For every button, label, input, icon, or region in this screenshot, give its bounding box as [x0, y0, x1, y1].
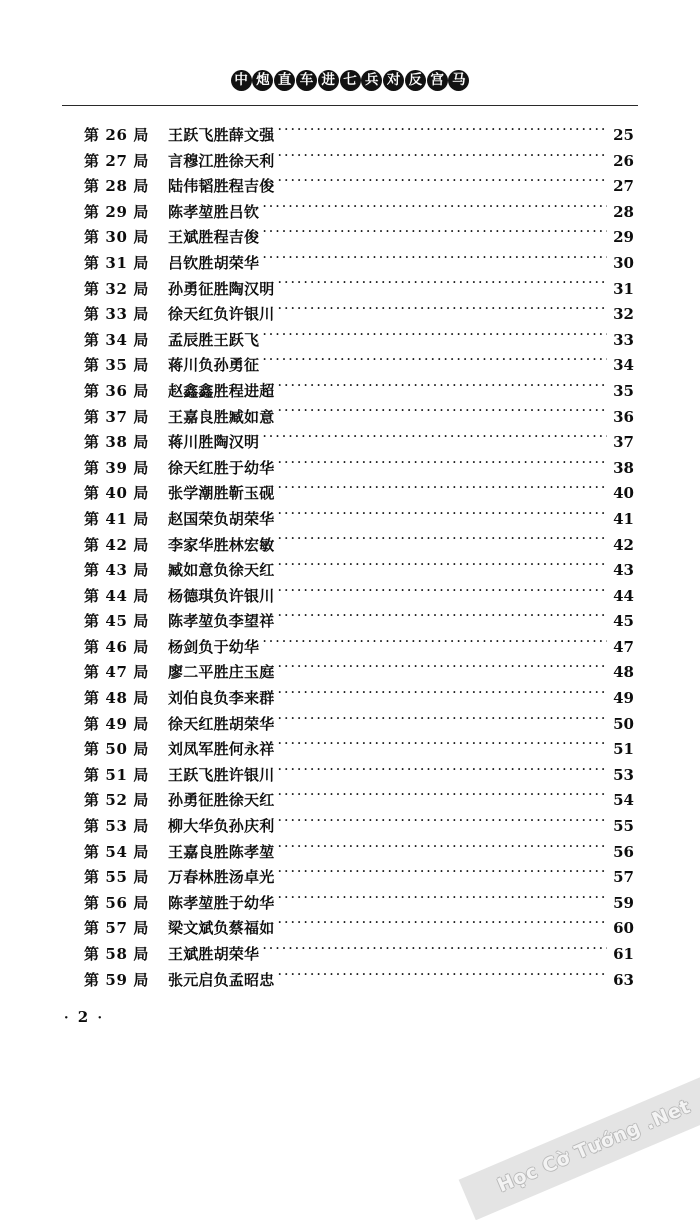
- toc-entry-title: 王嘉良胜陈孝堃: [168, 842, 275, 861]
- toc-entry-page: 34: [613, 356, 634, 375]
- toc-entry-number: 第 40 局: [84, 484, 149, 503]
- toc-entry-title: 刘凤军胜何永祥: [168, 740, 275, 759]
- toc-leader-dots: [277, 381, 607, 396]
- toc-leader-dots: [277, 662, 607, 677]
- toc-entry[interactable]: [84, 713, 634, 739]
- toc-leader-dots: [262, 432, 607, 447]
- toc-entry-number: 第 26 局: [84, 126, 149, 144]
- toc-entry-page: 30: [613, 253, 634, 272]
- toc-leader-dots: [277, 918, 607, 933]
- toc-entry[interactable]: [84, 815, 634, 841]
- toc-entry-page: 53: [613, 765, 634, 784]
- toc-entry-title: 王嘉良胜臧如意: [168, 407, 275, 426]
- toc-entry-number: 第 34 局: [84, 330, 149, 349]
- toc-entry-title: 赵鑫鑫胜程进超: [168, 381, 275, 400]
- toc-entry-title: 杨德琪负许银川: [168, 586, 275, 605]
- toc-entry[interactable]: [84, 789, 634, 815]
- toc-entry[interactable]: [84, 508, 634, 534]
- toc-entry[interactable]: [84, 278, 634, 304]
- toc-entry-title: 徐天红负许银川: [168, 305, 275, 324]
- toc-entry-page: 57: [613, 868, 634, 887]
- toc-entry-page: 60: [613, 919, 634, 938]
- toc-entry-number: 第 36 局: [84, 381, 149, 400]
- toc-entry-number: 第 39 局: [84, 458, 149, 477]
- toc-entry-number: 第 38 局: [84, 433, 149, 452]
- toc-entry-title: 李家华胜林宏敏: [168, 535, 275, 554]
- toc-entry-title: 廖二平胜庄玉庭: [168, 663, 275, 682]
- toc-entry-number: 第 35 局: [84, 356, 149, 375]
- toc-leader-dots: [277, 790, 607, 805]
- toc-entry-page: 32: [613, 305, 634, 324]
- toc-leader-dots: [262, 253, 607, 268]
- toc-entry-page: 51: [613, 740, 634, 759]
- toc-leader-dots: [277, 535, 607, 550]
- title-badge-3: 车: [296, 70, 317, 91]
- toc-entry-number: 第 49 局: [84, 714, 149, 733]
- toc-entry[interactable]: [84, 201, 634, 227]
- toc-entry[interactable]: [84, 329, 634, 355]
- toc-entry-page: 31: [613, 279, 634, 298]
- toc-entry-page: 49: [613, 689, 634, 708]
- toc-leader-dots: [277, 407, 607, 422]
- toc-leader-dots: [262, 637, 607, 652]
- toc-entry-number: 第 37 局: [84, 407, 149, 426]
- toc-entry[interactable]: [84, 917, 634, 943]
- site-watermark-banner: [459, 1062, 700, 1220]
- toc-entry-number: 第 57 局: [84, 919, 149, 938]
- toc-entry-page: 35: [613, 381, 634, 400]
- toc-entry[interactable]: [84, 610, 634, 636]
- toc-entry-title: 柳大华负孙庆利: [168, 817, 275, 836]
- toc-leader-dots: [277, 816, 607, 831]
- toc-entry-number: 第 50 局: [84, 740, 149, 759]
- folio-value: 2: [77, 1008, 91, 1026]
- toc-entry[interactable]: [84, 431, 634, 457]
- toc-entry[interactable]: [84, 175, 634, 201]
- toc-leader-dots: [262, 944, 607, 959]
- toc-entry-title: 赵国荣负胡荣华: [168, 509, 275, 528]
- title-badge-10: 马: [448, 70, 469, 91]
- toc-entry-number: 第 29 局: [84, 202, 149, 221]
- toc-entry-title: 梁文斌负蔡福如: [168, 919, 275, 938]
- table-of-contents: [84, 124, 634, 994]
- toc-entry[interactable]: [84, 969, 634, 995]
- toc-entry-title: 孙勇征胜陶汉明: [168, 279, 275, 298]
- title-badge-1: 炮: [252, 70, 273, 91]
- title-badge-9: 宫: [427, 70, 448, 91]
- toc-entry[interactable]: [84, 585, 634, 611]
- toc-entry-page: 48: [613, 663, 634, 682]
- toc-entry-number: 第 27 局: [84, 151, 149, 170]
- toc-entry[interactable]: [84, 226, 634, 252]
- toc-entry-title: 陆伟韬胜程吉俊: [168, 177, 275, 196]
- toc-entry-page: 36: [613, 407, 634, 426]
- title-badge-8: 反: [405, 70, 426, 91]
- toc-leader-dots: [262, 227, 607, 242]
- toc-entry-title: 蒋川负孙勇征: [168, 356, 260, 375]
- toc-entry[interactable]: [84, 943, 634, 969]
- toc-entry-number: 第 33 局: [84, 305, 149, 324]
- header-divider: [62, 105, 638, 106]
- toc-leader-dots: [277, 842, 607, 857]
- toc-entry-number: 第 44 局: [84, 586, 149, 605]
- toc-leader-dots: [277, 279, 607, 294]
- toc-entry-title: 言穆江胜徐天利: [168, 151, 275, 170]
- toc-entry-page: 59: [613, 893, 634, 912]
- toc-entry-number: 第 28 局: [84, 177, 149, 196]
- toc-leader-dots: [262, 355, 607, 370]
- toc-entry-page: 45: [613, 612, 634, 631]
- toc-entry[interactable]: [84, 124, 634, 150]
- title-badge-7: 对: [383, 70, 404, 91]
- toc-leader-dots: [277, 483, 607, 498]
- title-badge-5: 七: [340, 70, 361, 91]
- toc-entry-number: 第 48 局: [84, 689, 149, 708]
- toc-leader-dots: [277, 458, 607, 473]
- toc-entry-number: 第 30 局: [84, 228, 149, 247]
- toc-entry-title: 孟辰胜王跃飞: [168, 330, 260, 349]
- title-badge-4: 进: [318, 70, 339, 91]
- toc-entry[interactable]: [84, 150, 634, 176]
- toc-entry-title: 陈孝堃胜吕钦: [168, 202, 260, 221]
- toc-entry-title: 徐天红胜胡荣华: [168, 714, 275, 733]
- toc-entry[interactable]: [84, 380, 634, 406]
- toc-entry[interactable]: [84, 482, 634, 508]
- toc-entry[interactable]: [84, 252, 634, 278]
- toc-entry-title: 吕钦胜胡荣华: [168, 253, 260, 272]
- toc-entry-number: 第 46 局: [84, 637, 149, 656]
- toc-entry-page: 38: [613, 458, 634, 477]
- toc-entry[interactable]: [84, 841, 634, 867]
- toc-entry-page: 44: [613, 586, 634, 605]
- toc-entry[interactable]: [84, 892, 634, 918]
- folio-right-dot: ·: [97, 1011, 104, 1026]
- toc-leader-dots: [277, 125, 607, 140]
- toc-leader-dots: [277, 739, 607, 754]
- toc-leader-dots: [262, 330, 607, 345]
- toc-leader-dots: [262, 202, 607, 217]
- toc-entry[interactable]: [84, 738, 634, 764]
- toc-entry-page: 40: [613, 484, 634, 503]
- toc-leader-dots: [277, 151, 607, 166]
- toc-entry-title: 王跃飞胜薛文强: [168, 126, 275, 144]
- toc-leader-dots: [277, 611, 607, 626]
- toc-leader-dots: [277, 893, 607, 908]
- toc-entry-page: 27: [613, 177, 634, 196]
- toc-entry-number: 第 54 局: [84, 842, 149, 861]
- title-badge-2: 直: [274, 70, 295, 91]
- folio-left-dot: ·: [64, 1011, 71, 1026]
- toc-entry-title: 陈孝堃胜于幼华: [168, 893, 275, 912]
- toc-entry-number: 第 53 局: [84, 817, 149, 836]
- toc-entry-page: 28: [613, 202, 634, 221]
- toc-entry-page: 29: [613, 228, 634, 247]
- toc-entry-title: 杨剑负于幼华: [168, 637, 260, 656]
- toc-entry-title: 陈孝堃负李望祥: [168, 612, 275, 631]
- toc-leader-dots: [277, 714, 607, 729]
- toc-entry-title: 刘伯良负李来群: [168, 689, 275, 708]
- toc-entry-title: 万春林胜汤卓光: [168, 868, 275, 887]
- toc-entry-page: 25: [613, 126, 634, 144]
- page-number: [64, 1008, 104, 1026]
- toc-entry-title: 王斌胜程吉俊: [168, 228, 260, 247]
- toc-entry-page: 47: [613, 637, 634, 656]
- toc-entry-number: 第 42 局: [84, 535, 149, 554]
- toc-entry[interactable]: [84, 764, 634, 790]
- toc-entry-number: 第 59 局: [84, 970, 149, 989]
- toc-entry-page: 55: [613, 817, 634, 836]
- toc-entry-page: 56: [613, 842, 634, 861]
- toc-entry[interactable]: [84, 534, 634, 560]
- toc-leader-dots: [277, 867, 607, 882]
- toc-leader-dots: [277, 586, 607, 601]
- toc-entry-page: 26: [613, 151, 634, 170]
- toc-entry-title: 王斌胜胡荣华: [168, 945, 260, 963]
- title-badge-0: 中: [231, 70, 252, 91]
- toc-leader-dots: [277, 765, 607, 780]
- toc-entry[interactable]: [84, 457, 634, 483]
- toc-entry-number: 第 52 局: [84, 791, 149, 810]
- toc-entry-page: 41: [613, 509, 634, 528]
- toc-entry[interactable]: [84, 866, 634, 892]
- toc-leader-dots: [277, 560, 607, 575]
- toc-entry[interactable]: [84, 559, 634, 585]
- toc-entry[interactable]: [84, 687, 634, 713]
- toc-entry-title: 王跃飞胜许银川: [168, 765, 275, 784]
- toc-leader-dots: [277, 970, 607, 985]
- toc-entry-page: 63: [613, 970, 634, 989]
- toc-entry-number: 第 43 局: [84, 561, 149, 580]
- toc-entry-page: 33: [613, 330, 634, 349]
- toc-entry[interactable]: [84, 636, 634, 662]
- toc-entry-title: 张学潮胜靳玉砚: [168, 484, 275, 503]
- toc-entry-number: 第 47 局: [84, 663, 149, 682]
- running-head: [0, 70, 700, 91]
- toc-entry-page: 42: [613, 535, 634, 554]
- toc-entry-number: 第 31 局: [84, 253, 149, 272]
- toc-entry[interactable]: [84, 406, 634, 432]
- toc-entry-title: 臧如意负徐天红: [168, 561, 275, 580]
- toc-entry-number: 第 32 局: [84, 279, 149, 298]
- toc-entry-page: 37: [613, 433, 634, 452]
- toc-leader-dots: [277, 304, 607, 319]
- title-badge-6: 兵: [361, 70, 382, 91]
- toc-entry-title: 徐天红胜于幼华: [168, 458, 275, 477]
- toc-entry-number: 第 55 局: [84, 868, 149, 887]
- toc-entry-page: 43: [613, 561, 634, 580]
- toc-entry[interactable]: [84, 661, 634, 687]
- toc-entry-number: 第 56 局: [84, 893, 149, 912]
- toc-entry-page: 54: [613, 791, 634, 810]
- toc-leader-dots: [277, 509, 607, 524]
- toc-leader-dots: [277, 176, 607, 191]
- toc-entry-title: 孙勇征胜徐天红: [168, 791, 275, 810]
- toc-entry[interactable]: [84, 303, 634, 329]
- toc-entry-number: 第 41 局: [84, 509, 149, 528]
- toc-entry-number: 第 58 局: [84, 945, 149, 963]
- toc-leader-dots: [277, 688, 607, 703]
- toc-entry-title: 蒋川胜陶汉明: [168, 433, 260, 452]
- toc-entry-title: 张元启负孟昭忠: [168, 970, 275, 989]
- toc-entry[interactable]: [84, 354, 634, 380]
- toc-entry-number: 第 51 局: [84, 765, 149, 784]
- toc-entry-number: 第 45 局: [84, 612, 149, 631]
- toc-entry-page: 50: [613, 714, 634, 733]
- toc-entry-page: 61: [613, 945, 634, 963]
- watermark-text: Học Cờ Tướng .Net: [494, 1095, 694, 1197]
